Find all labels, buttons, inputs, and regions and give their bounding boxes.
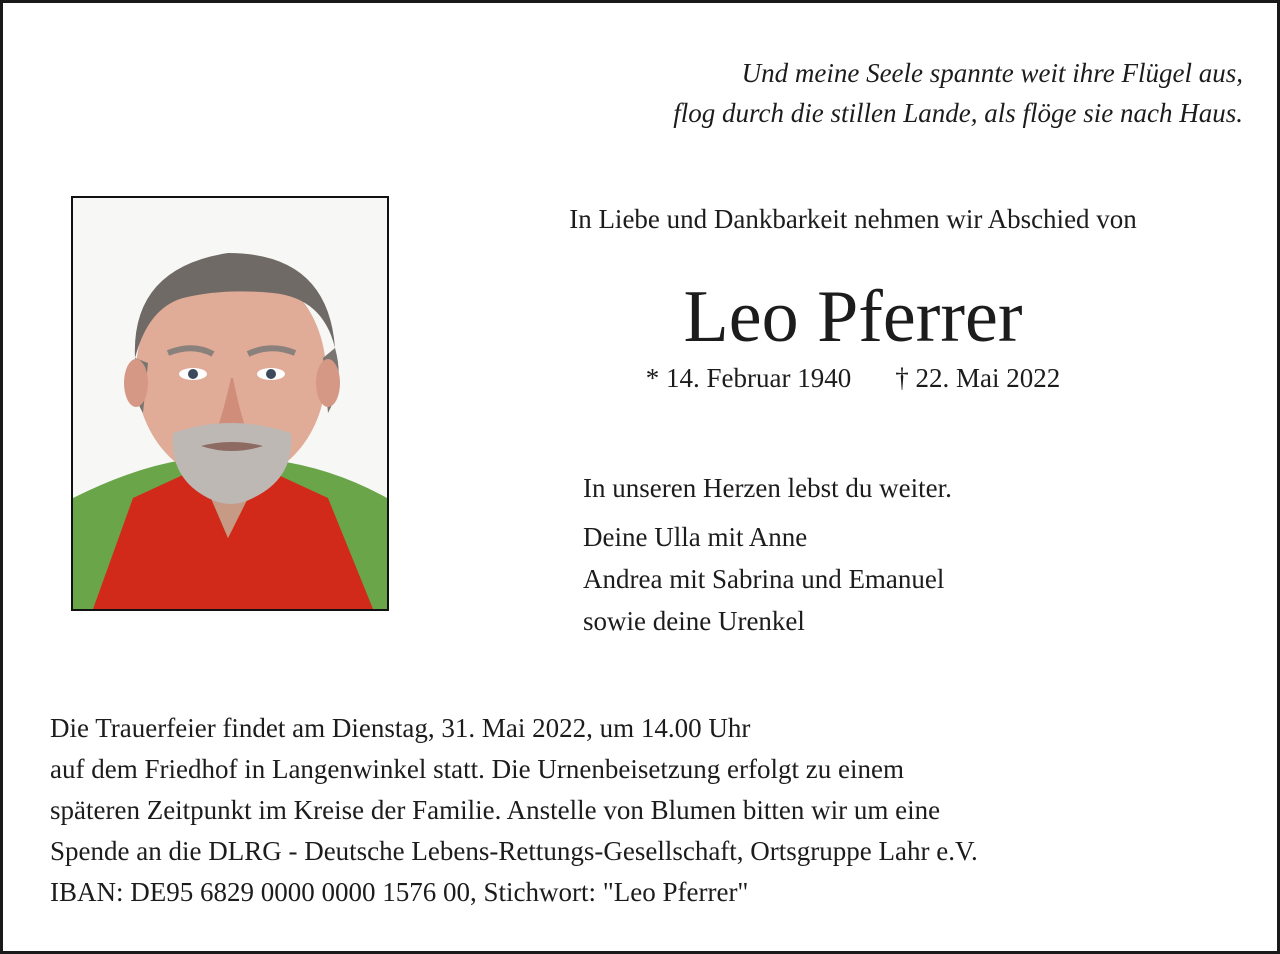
funeral-notice	[50, 708, 1250, 913]
poem-line: Und meine Seele spannte weit ihre Flügel aus,	[741, 58, 1243, 88]
poem-verse	[563, 53, 1243, 133]
notice-line: IBAN: DE95 6829 0000 0000 1576 00, Stichwort: "Leo Pferrer"	[50, 877, 749, 907]
death-date: † 22. Mai 2022	[895, 363, 1061, 393]
memorial-motto: In unseren Herzen lebst du weiter.	[583, 473, 952, 503]
family-signature	[583, 468, 1223, 642]
family-line: Deine Ulla mit Anne	[583, 522, 808, 552]
notice-line: auf dem Friedhof in Langenwinkel statt. Die Urnenbeisetzung erfolgt zu einem	[50, 754, 904, 784]
portrait-photo	[71, 196, 389, 611]
notice-line: Spende an die DLRG - Deutsche Lebens-Rettungs-Gesellschaft, Ortsgruppe Lahr e.V.	[50, 836, 978, 866]
deceased-name: Leo Pferrer	[683, 276, 1023, 358]
notice-line: späteren Zeitpunkt im Kreise der Familie. Anstelle von Blumen bitten wir um eine	[50, 795, 941, 825]
farewell-intro: In Liebe und Dankbarkeit nehmen wir Abschied von	[569, 204, 1137, 234]
family-line: sowie deine Urenkel	[583, 606, 805, 636]
notice-line: Die Trauerfeier findet am Dienstag, 31. Mai 2022, um 14.00 Uhr	[50, 713, 751, 743]
family-line: Andrea mit Sabrina und Emanuel	[583, 564, 945, 594]
birth-date: * 14. Februar 1940	[645, 363, 852, 393]
life-dates	[473, 360, 1233, 396]
poem-line: flog durch die stillen Lande, als flöge sie nach Haus.	[673, 98, 1243, 128]
portrait-illustration	[73, 198, 387, 609]
